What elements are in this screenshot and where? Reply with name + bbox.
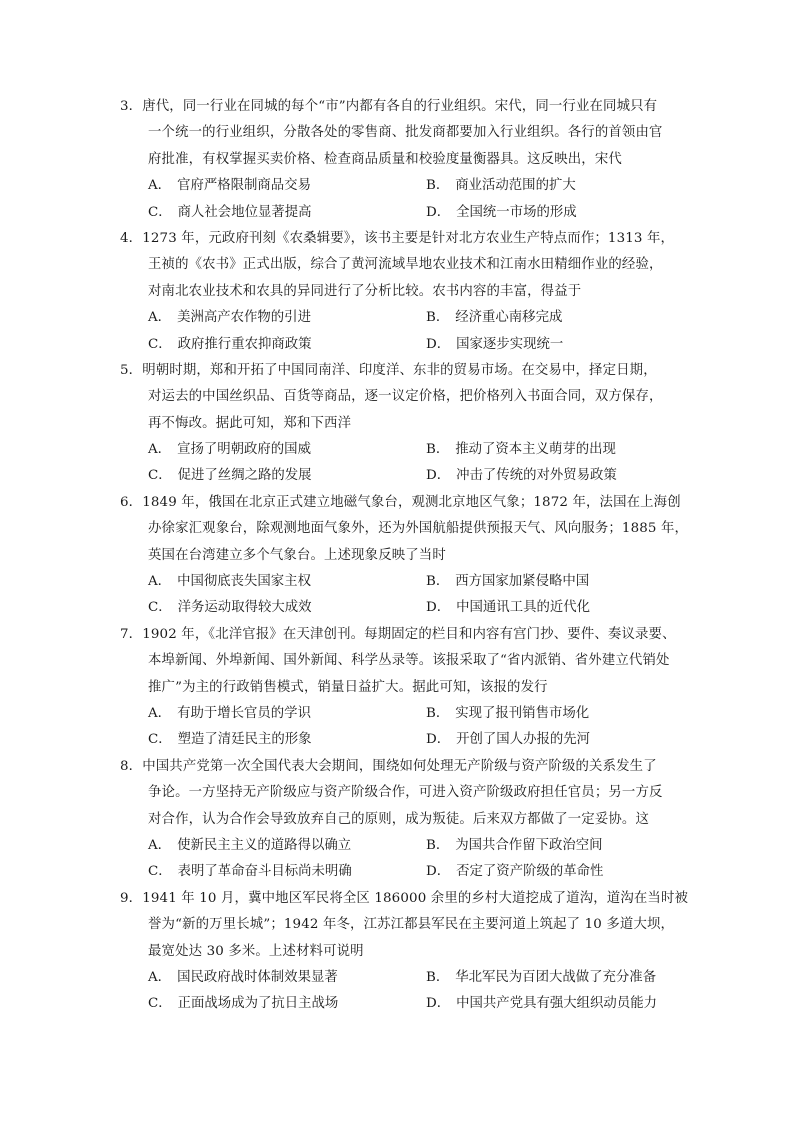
question-stem-line bbox=[120, 939, 680, 965]
option-letter: D． bbox=[426, 336, 451, 352]
option-text: 全国统一市场的形成 bbox=[456, 204, 577, 220]
question-stem-text: 争论。一方坚持无产阶级应与资产阶级合作，可进入资产阶级政府担任官员；另一方反 bbox=[148, 785, 663, 801]
option-text: 官府严格限制商品交易 bbox=[177, 178, 311, 194]
option-row bbox=[120, 965, 680, 991]
option-text: 塑造了清廷民主的形象 bbox=[177, 732, 312, 748]
option-text: 冲击了传统的对外贸易政策 bbox=[456, 468, 617, 484]
option-text: 政府推行重农抑商政策 bbox=[177, 336, 312, 352]
answer-option bbox=[426, 173, 680, 199]
option-letter: D． bbox=[426, 468, 451, 484]
answer-option bbox=[426, 701, 680, 727]
question-stem-text: 1902 年，《北洋官报》在天津创刊。每期固定的栏目和内容有宫门抄、要件、奏议录要、 bbox=[142, 626, 676, 642]
option-letter: C． bbox=[148, 996, 172, 1012]
question-stem-text: 最宽处达 30 多米。上述材料可说明 bbox=[148, 943, 364, 959]
answer-option bbox=[426, 991, 680, 1017]
option-text: 有助于增长官员的学识 bbox=[177, 705, 311, 721]
option-text: 宣扬了明朝政府的国威 bbox=[177, 442, 311, 458]
option-row bbox=[120, 595, 680, 621]
question-stem-line bbox=[120, 675, 680, 701]
answer-option bbox=[426, 859, 680, 885]
option-letter: B． bbox=[426, 837, 450, 853]
answer-option bbox=[148, 833, 426, 859]
answer-option bbox=[426, 200, 680, 226]
answer-option bbox=[426, 965, 680, 991]
option-row bbox=[120, 833, 680, 859]
option-letter: A． bbox=[148, 310, 172, 326]
answer-option bbox=[148, 200, 426, 226]
option-letter: C． bbox=[148, 468, 172, 484]
question-item bbox=[120, 94, 680, 226]
option-row bbox=[120, 173, 680, 199]
question-stem-text: 1941 年 10 月，冀中地区军民将全区 186000 余里的乡村大道挖成了道沟，道沟在当时被 bbox=[142, 890, 689, 906]
option-letter: A． bbox=[148, 442, 172, 458]
question-stem-text: 中国共产党第一次全国代表大会期间，围绕如何处理无产阶级与资产阶级的关系发生了 bbox=[142, 758, 657, 774]
option-text: 为国共合作留下政治空间 bbox=[455, 837, 603, 853]
question-item bbox=[120, 358, 680, 490]
option-letter: C． bbox=[148, 864, 172, 880]
answer-option bbox=[148, 463, 426, 489]
question-item bbox=[120, 754, 680, 886]
question-item bbox=[120, 886, 689, 1018]
answer-option bbox=[426, 437, 680, 463]
option-letter: C． bbox=[148, 732, 172, 748]
question-number: 9． bbox=[120, 890, 143, 906]
option-text: 中国彻底丧失国家主权 bbox=[177, 574, 311, 590]
question-stem-text: 王祯的《农书》正式出版，综合了黄河流域旱地农业技术和江南水田精细作业的经验， bbox=[148, 257, 663, 273]
answer-option bbox=[426, 727, 680, 753]
question-stem-text: 英国在台湾建立多个气象台。上述现象反映了当时 bbox=[148, 547, 446, 563]
question-stem-text: 对合作，认为合作会导致放弃自己的原则，成为叛徒。后来双方都做了一定妥协。这 bbox=[148, 811, 650, 827]
question-stem-text: 办徐家汇观象台，除观测地面气象外，还为外国航船提供预报天气、风向服务；1885 年， bbox=[148, 521, 689, 537]
option-row bbox=[120, 305, 680, 331]
option-letter: B． bbox=[426, 574, 450, 590]
question-stem-text: 1273 年，元政府刊刻《农桑辑要》，该书主要是针对北方农业生产特点而作；1313 年， bbox=[142, 230, 675, 246]
answer-option bbox=[148, 569, 426, 595]
option-row bbox=[120, 727, 680, 753]
question-stem-line bbox=[120, 279, 680, 305]
option-letter: A． bbox=[148, 574, 172, 590]
answer-option bbox=[148, 305, 426, 331]
question-stem-line bbox=[120, 780, 680, 806]
answer-option bbox=[148, 701, 426, 727]
question-stem-text: 本埠新闻、外埠新闻、国外新闻、科学丛录等。该报采取了“省内派销、省外建立代销处 bbox=[148, 653, 670, 669]
option-letter: D． bbox=[426, 732, 451, 748]
option-letter: D． bbox=[426, 864, 451, 880]
answer-option bbox=[426, 833, 680, 859]
answer-option bbox=[426, 305, 680, 331]
question-stem-first-line bbox=[120, 226, 680, 252]
question-stem-line bbox=[120, 411, 680, 437]
question-item bbox=[120, 226, 680, 358]
question-stem-text: 一个统一的行业组织，分散各处的零售商、批发商都要加入行业组织。各行的首领由官 bbox=[148, 125, 663, 141]
question-stem-text: 唐代，同一行业在同城的每个“市”内都有各自的行业组织。宋代，同一行业在同城只有 bbox=[142, 99, 658, 114]
answer-option bbox=[148, 965, 426, 991]
answer-option bbox=[148, 173, 426, 199]
question-number: 8． bbox=[120, 758, 143, 774]
question-stem-line bbox=[120, 147, 680, 173]
question-stem-first-line bbox=[120, 490, 680, 516]
answer-option bbox=[426, 595, 680, 621]
option-letter: A． bbox=[148, 178, 172, 194]
question-stem-line bbox=[120, 252, 680, 278]
question-stem-line bbox=[120, 384, 680, 410]
option-text: 否定了资产阶级的革命性 bbox=[456, 864, 604, 880]
option-letter: B． bbox=[426, 442, 450, 458]
question-stem-text: 对南北农业技术和农具的异同进行了分析比较。农书内容的丰富，得益于 bbox=[148, 283, 582, 299]
question-list bbox=[120, 94, 689, 1018]
option-letter: B． bbox=[426, 969, 450, 985]
option-text: 使新民主主义的道路得以确立 bbox=[177, 837, 352, 853]
option-text: 中国通讯工具的近代化 bbox=[456, 600, 591, 616]
answer-option bbox=[426, 463, 680, 489]
answer-option bbox=[148, 727, 426, 753]
question-stem-first-line bbox=[120, 886, 689, 912]
option-text: 国民政府战时体制效果显著 bbox=[177, 969, 338, 985]
question-stem-text: 对运去的中国丝织品、百货等商品，逐一议定价格，把价格列入书面合同，双方保存， bbox=[148, 389, 663, 405]
answer-option bbox=[426, 332, 680, 358]
option-letter: D． bbox=[426, 204, 451, 220]
question-item bbox=[120, 490, 689, 622]
option-row bbox=[120, 437, 680, 463]
question-stem-line bbox=[120, 912, 680, 938]
option-letter: B． bbox=[426, 178, 450, 194]
option-row bbox=[120, 200, 680, 226]
option-text: 商人社会地位显著提高 bbox=[177, 204, 312, 220]
answer-option bbox=[148, 991, 426, 1017]
question-stem-line bbox=[120, 120, 680, 146]
option-text: 经济重心南移完成 bbox=[455, 310, 563, 326]
answer-option bbox=[148, 437, 426, 463]
option-letter: A． bbox=[148, 837, 172, 853]
option-text: 国家逐步实现统一 bbox=[456, 336, 564, 352]
option-text: 商业活动范围的扩大 bbox=[455, 178, 576, 194]
option-letter: C． bbox=[148, 204, 172, 220]
option-text: 推动了资本主义萌芽的出现 bbox=[455, 442, 616, 458]
question-number: 3． bbox=[120, 99, 143, 114]
question-stem-first-line bbox=[120, 94, 680, 120]
question-number: 5． bbox=[120, 362, 143, 378]
option-text: 开创了国人办报的先河 bbox=[456, 732, 591, 748]
option-letter: A． bbox=[148, 705, 172, 721]
question-item bbox=[120, 622, 680, 754]
question-stem-first-line bbox=[120, 622, 680, 648]
option-row bbox=[120, 859, 680, 885]
question-number: 7． bbox=[120, 626, 143, 642]
question-stem-text: 再不悔改。据此可知，郑和下西洋 bbox=[148, 415, 352, 431]
question-number: 6． bbox=[120, 494, 143, 510]
question-stem-first-line bbox=[120, 754, 680, 780]
question-stem-line bbox=[120, 807, 680, 833]
option-text: 表明了革命奋斗目标尚未明确 bbox=[177, 864, 352, 880]
option-text: 正面战场成为了抗日主战场 bbox=[177, 996, 339, 1012]
option-row bbox=[120, 569, 680, 595]
option-text: 西方国家加紧侵略中国 bbox=[455, 574, 590, 590]
question-stem-text: 明朝时期，郑和开拓了中国同南洋、印度洋、东非的贸易市场。在交易中，择定日期， bbox=[142, 362, 657, 378]
option-text: 华北军民为百团大战做了充分准备 bbox=[455, 969, 657, 985]
question-stem-text: 府批准，有权掌握买卖价格、检查商品质量和校验度量衡器具。这反映出，宋代 bbox=[148, 151, 622, 167]
question-stem-text: 1849 年，俄国在北京正式建立地磁气象台，观测北京地区气象；1872 年，法国在上海创 bbox=[142, 494, 681, 510]
answer-option bbox=[148, 859, 426, 885]
question-stem-line bbox=[120, 543, 680, 569]
question-stem-line bbox=[120, 648, 680, 674]
question-number: 4． bbox=[120, 230, 143, 246]
option-letter: B． bbox=[426, 310, 450, 326]
question-stem-first-line bbox=[120, 358, 680, 384]
option-row bbox=[120, 701, 680, 727]
question-stem-line bbox=[120, 516, 689, 542]
option-text: 美洲高产农作物的引进 bbox=[177, 310, 311, 326]
answer-option bbox=[426, 569, 680, 595]
option-row bbox=[120, 332, 680, 358]
option-row bbox=[120, 463, 680, 489]
answer-option bbox=[148, 595, 426, 621]
option-letter: B． bbox=[426, 705, 450, 721]
question-stem-text: 推广”为主的行政销售模式，销量日益扩大。据此可知，该报的发行 bbox=[148, 679, 548, 695]
option-text: 中国共产党具有强大组织动员能力 bbox=[456, 996, 657, 1012]
option-letter: D． bbox=[426, 600, 451, 616]
option-row bbox=[120, 991, 680, 1017]
option-text: 促进了丝绸之路的发展 bbox=[177, 468, 312, 484]
option-letter: A． bbox=[148, 969, 172, 985]
question-stem-text: 誉为“新的万里长城”；1942 年冬，江苏江都县军民在主要河道上筑起了 10 多道大坝， bbox=[148, 917, 675, 933]
answer-option bbox=[148, 332, 426, 358]
option-letter: C． bbox=[148, 336, 172, 352]
option-text: 实现了报刊销售市场化 bbox=[455, 705, 590, 721]
option-text: 洋务运动取得较大成效 bbox=[177, 600, 312, 616]
option-letter: C． bbox=[148, 600, 172, 616]
option-letter: D． bbox=[426, 996, 451, 1012]
